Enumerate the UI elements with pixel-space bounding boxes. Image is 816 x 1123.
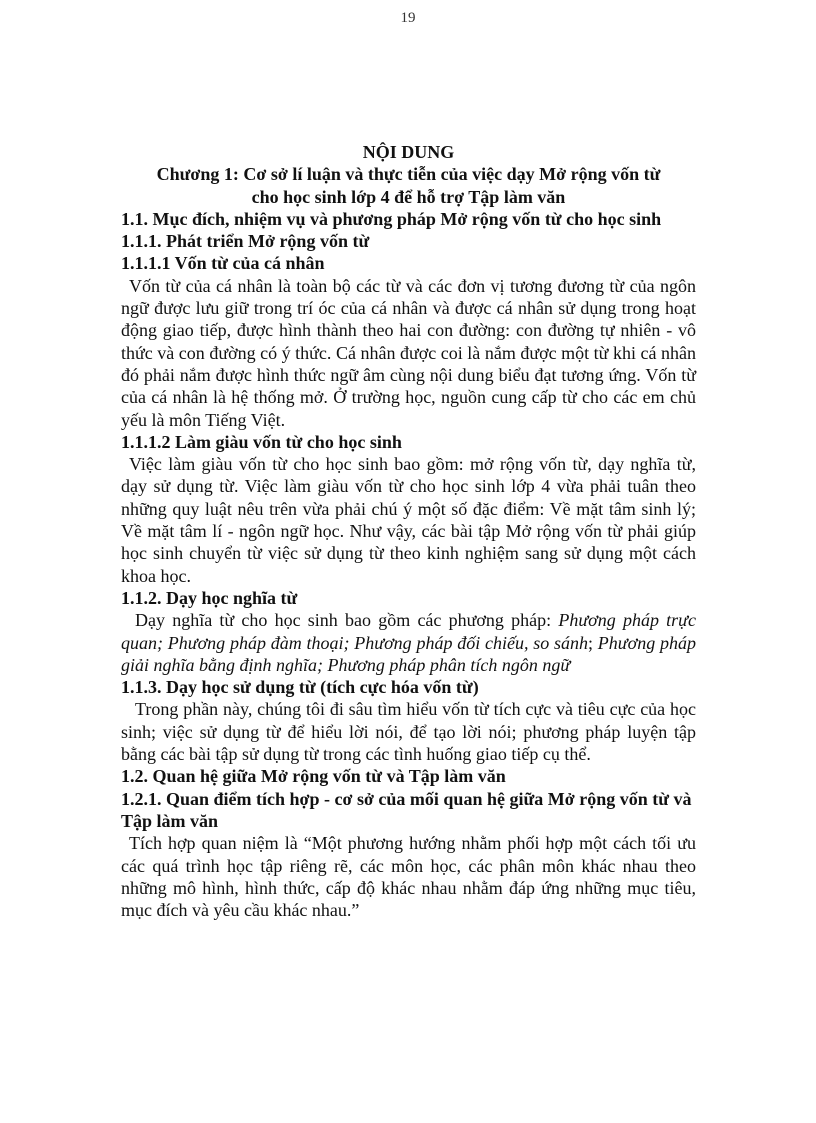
heading-1-1-1: 1.1.1. Phát triển Mở rộng vốn từ <box>121 231 370 252</box>
heading-1-1: 1.1. Mục đích, nhiệm vụ và phương pháp Mở rộng vốn từ cho học sinh <box>121 208 662 229</box>
methods-list-part-1: Phương pháp trực quan; Phương pháp đàm thoại; Phương pháp đối chiếu, so sánh <box>121 610 696 653</box>
section-title: NỘI DUNG <box>362 142 455 162</box>
paragraph-teaching-meaning <box>121 609 696 676</box>
document-body <box>121 141 696 921</box>
paragraph-lead-text: Dạy nghĩa từ cho học sinh bao gồm các phương pháp: <box>135 610 559 631</box>
chapter-title-line-2: cho học sinh lớp 4 để hỗ trợ Tập làm văn <box>251 186 566 207</box>
heading-1-1-1-2: 1.1.1.2 Làm giàu vốn từ cho học sinh <box>121 431 402 452</box>
heading-1-2-1: 1.2.1. Quan điểm tích hợp - cơ sở của mối quan hệ giữa Mở rộng vốn từ và Tập làm văn <box>121 788 692 831</box>
heading-1-1-1-1: 1.1.1.1 Vốn từ của cá nhân <box>121 253 325 274</box>
heading-1-2: 1.2. Quan hệ giữa Mở rộng vốn từ và Tập làm văn <box>121 766 506 787</box>
paragraph-personal-vocabulary: Vốn từ của cá nhân là toàn bộ các từ và các đơn vị tương đương từ của ngôn ngữ được lưu giữ trong trí óc của cá nhân và được cá nhân sử dụng trong hoạt động giao tiếp, được hình thành theo hai con đường: con đường tự nhiên - vô thức và con đường có ý thức. Cá nhân được coi là nắm được một từ khi cá nhân đó phải nắm được hình thức ngữ âm cùng nội dung biểu đạt tương ứng. Vốn từ của cá nhân là hệ thống mở. Ở trường học, nguồn cung cấp từ cho các em chủ yếu là môn Tiếng Việt. <box>121 275 696 430</box>
paragraph-word-usage: Trong phần này, chúng tôi đi sâu tìm hiểu vốn từ tích cực và tiêu cực của học sinh; việc sử dụng từ để hiểu lời nói, để tạo lời nói; phương pháp luyện tập bằng các bài tập sử dụng từ trong các tình huống giao tiếp cụ thể. <box>121 699 696 765</box>
methods-separator: ; <box>588 632 598 653</box>
methods-list-part-2: Phương pháp giải nghĩa bằng định nghĩa; Phương pháp phân tích ngôn ngữ <box>121 632 696 675</box>
heading-1-1-2: 1.1.2. Dạy học nghĩa từ <box>121 587 298 608</box>
paragraph-integration: Tích hợp quan niệm là “Một phương hướng nhằm phối hợp một cách tối ưu các quá trình học tập riêng rẽ, các môn học, các phân môn khác nhau theo những mô hình, hình thức, cấp độ khác nhau nhằm đáp ứng những mục tiêu, mục đích và yêu cầu khác nhau.” <box>121 833 696 921</box>
page-number: 19 <box>400 10 416 26</box>
chapter-title-line-1: Chương 1: Cơ sở lí luận và thực tiễn của việc dạy Mở rộng vốn từ <box>156 164 661 185</box>
heading-1-1-3: 1.1.3. Dạy học sử dụng từ (tích cực hóa vốn từ) <box>121 677 479 698</box>
paragraph-enrich-vocabulary: Việc làm giàu vốn từ cho học sinh bao gồm: mở rộng vốn từ, dạy nghĩa từ, dạy sử dụng từ. Việc làm giàu vốn từ cho học sinh lớp 4 vừa phải tuân theo những quy luật nêu trên vừa phải chú ý một số đặc điểm: Về mặt tâm sinh lý; Về mặt tâm lí - ngôn ngữ học. Như vậy, các bài tập Mở rộng vốn từ phải giúp học sinh chuyển từ việc sử dụng từ theo kinh nghiệm sang sử dụng một cách khoa học. <box>121 454 696 586</box>
